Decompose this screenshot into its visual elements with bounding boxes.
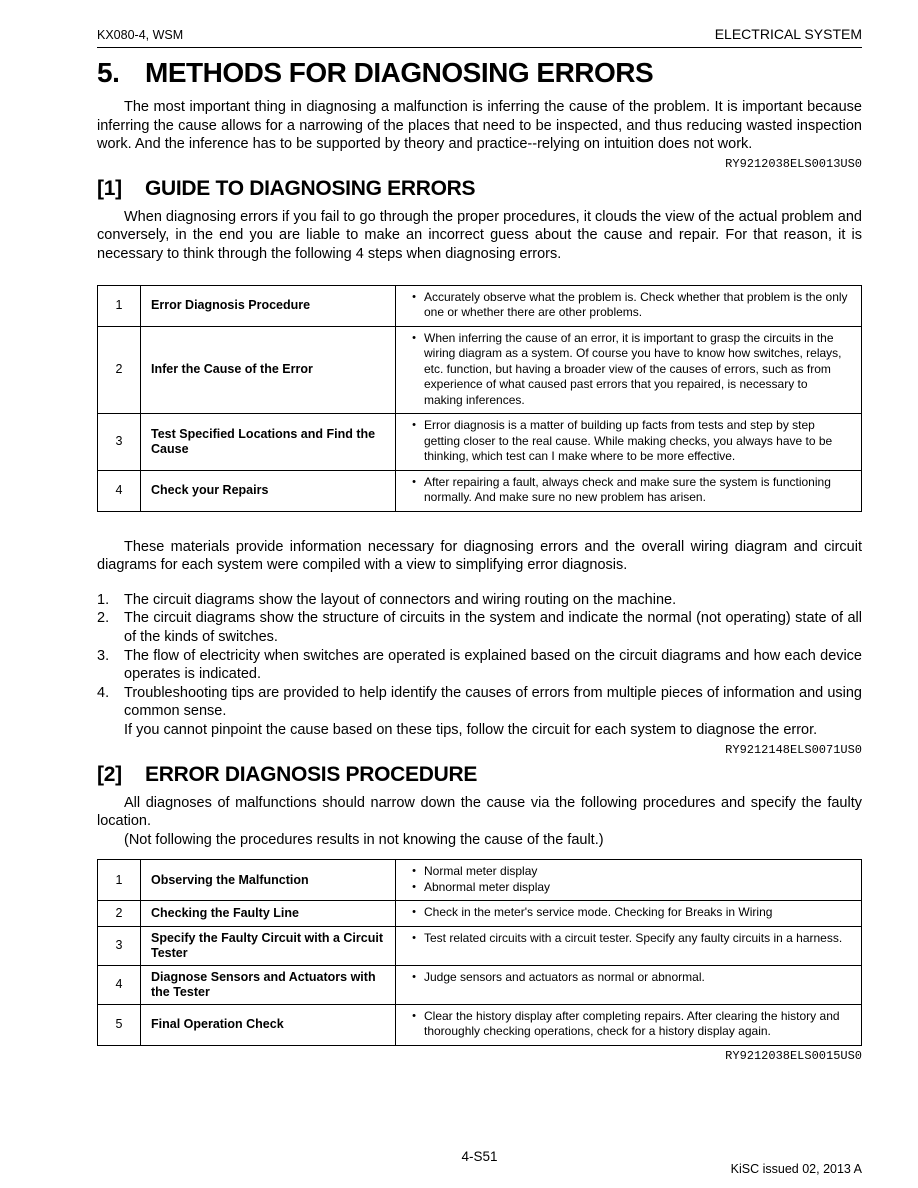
bullet-icon: • — [412, 290, 416, 303]
list-item — [97, 684, 862, 740]
row-description — [396, 926, 862, 965]
row-description — [396, 414, 862, 471]
section-2-title: ERROR DIAGNOSIS PROCEDURE — [145, 762, 478, 786]
bullet-item: • Accurately observe what the problem is. Check whether that problem is the only one or whether there are other problems. — [404, 290, 853, 321]
row-description — [396, 965, 862, 1004]
row-number: 4 — [98, 470, 141, 511]
bullet-icon: • — [412, 906, 416, 919]
bullet-item: • Test related circuits with a circuit tester. Specify any faulty circuits in a harness. — [404, 931, 853, 947]
section-2-number: [2] — [97, 762, 122, 786]
row-number: 2 — [98, 901, 141, 927]
row-description — [396, 901, 862, 927]
row-description — [396, 470, 862, 511]
header-section-label: ELECTRICAL SYSTEM — [714, 26, 862, 42]
row-description — [396, 326, 862, 414]
page-title-text: METHODS FOR DIAGNOSING ERRORS — [145, 57, 654, 88]
bullet-item: • When inferring the cause of an error, it is important to grasp the circuits in the wiring diagram as a system. Of course you have to know how switches, relays, etc. function, but having a broader view of the causes of errors, such as from experience of what caused past errors that you repaired, is necessary to making inferences. — [404, 331, 853, 409]
section-2-note: (Not following the procedures results in not knowing the cause of the fault.) — [124, 831, 604, 848]
reference-code: RY9212038ELS0015US0 — [725, 1048, 862, 1063]
reference-code: RY9212148ELS0071US0 — [725, 742, 862, 757]
section-2-heading — [97, 763, 862, 787]
page-title-number: 5. — [97, 57, 120, 88]
row-number: 1 — [98, 285, 141, 326]
row-description — [396, 1004, 862, 1045]
row-title: Specify the Faulty Circuit with a Circuit Tester — [141, 926, 396, 965]
bullet-icon: • — [412, 880, 416, 893]
list-item-number: 3. — [97, 647, 110, 664]
bullet-item: • Check in the meter's service mode. Checking for Breaks in Wiring — [404, 905, 853, 921]
bullet-icon: • — [412, 419, 416, 432]
bullet-icon: • — [412, 865, 416, 878]
footer-issued-note: KiSC issued 02, 2013 A — [730, 1162, 862, 1176]
table-row — [98, 860, 862, 901]
table-row — [98, 326, 862, 414]
list-item-text: Troubleshooting tips are provided to help identify the causes of errors from multiple pieces of information and using common sense. — [124, 684, 862, 720]
row-description — [396, 285, 862, 326]
row-number: 2 — [98, 326, 141, 414]
list-item: 2. The circuit diagrams show the structure of circuits in the system and indicate the normal (not operating) state of all of the kinds of switches. — [97, 610, 862, 645]
row-number: 5 — [98, 1004, 141, 1045]
row-title: Diagnose Sensors and Actuators with the Tester — [141, 965, 396, 1004]
page-header — [97, 26, 862, 48]
section-1-heading — [97, 177, 862, 201]
row-title: Error Diagnosis Procedure — [141, 285, 396, 326]
row-number: 3 — [98, 926, 141, 965]
list-item-continuation: If you cannot pinpoint the cause based on these tips, follow the circuit for each system to diagnose the error. — [124, 721, 818, 738]
bullet-item: • After repairing a fault, always check and make sure the system is functioning normally. And make sure no new problem has arisen. — [404, 475, 853, 506]
bullet-icon: • — [412, 475, 416, 488]
intro-paragraph: The most important thing in diagnosing a malfunction is inferring the cause of the problem. It is important because inferring the cause allows for a narrowing of the places that need to be inspected, and thus reducing wasted inspection work. And the inference has to be supported by theory and practice--relying on intuition does not work. — [97, 99, 862, 153]
table-row — [98, 965, 862, 1004]
row-title: Check your Repairs — [141, 470, 396, 511]
row-title: Test Specified Locations and Find the Cause — [141, 414, 396, 471]
bullet-item: • Judge sensors and actuators as normal or abnormal. — [404, 970, 853, 986]
table-row — [98, 901, 862, 927]
table-row — [98, 1004, 862, 1045]
bullet-item: • Normal meter display — [404, 864, 853, 880]
list-item: 1. The circuit diagrams show the layout of connectors and wiring routing on the machine. — [97, 591, 677, 608]
row-number: 4 — [98, 965, 141, 1004]
bullet-item: • Clear the history display after completing repairs. After clearing the history and thoroughly checking operations, check for a history display again. — [404, 1009, 853, 1040]
numbered-list — [97, 591, 862, 740]
section-1-intro: When diagnosing errors if you fail to go through the proper procedures, it clouds the view of the actual problem and conversely, in the end you are liable to make an incorrect guess about the cause and repair. For that reason, it is necessary to think through the following 4 steps when diagnosing errors. — [97, 208, 862, 262]
bullet-icon: • — [412, 331, 416, 344]
list-item-number: 1. — [97, 591, 110, 608]
row-number: 3 — [98, 414, 141, 471]
section-2-intro: All diagnoses of malfunctions should narrow down the cause via the following procedures and specify the faulty location. — [97, 794, 862, 830]
section-1-number: [1] — [97, 176, 122, 200]
materials-paragraph: These materials provide information necessary for diagnosing errors and the overall wiring diagram and circuit diagrams for each system were compiled with a view to simplifying error diagnosis. — [97, 538, 862, 574]
bullet-icon: • — [412, 970, 416, 983]
table-row — [98, 414, 862, 471]
bullet-item: • Abnormal meter display — [404, 880, 853, 896]
bullet-icon: • — [412, 1009, 416, 1022]
bullet-item: • Error diagnosis is a matter of building up facts from tests and step by step getting closer to the real cause. While making checks, you always have to be thinking, which test can I make where to be more effective. — [404, 418, 853, 465]
reference-code: RY9212038ELS0013US0 — [725, 156, 862, 171]
row-title: Observing the Malfunction — [141, 860, 396, 901]
row-title: Checking the Faulty Line — [141, 901, 396, 927]
list-item-number: 2. — [97, 610, 110, 627]
footer-page-number: 4-S51 — [461, 1149, 498, 1164]
page-title — [97, 57, 862, 89]
row-title: Infer the Cause of the Error — [141, 326, 396, 414]
row-description — [396, 860, 862, 901]
list-item: 3. The flow of electricity when switches are operated is explained based on the circuit diagrams and how each device operates is indicated. — [97, 647, 862, 683]
table-row — [98, 285, 862, 326]
diagnosis-steps-table — [97, 285, 862, 512]
header-model-label: KX080-4, WSM — [97, 28, 184, 42]
table-row — [98, 926, 862, 965]
list-item-number: 4. — [97, 684, 110, 701]
bullet-icon: • — [412, 931, 416, 944]
error-procedure-table — [97, 859, 862, 1046]
section-1-title: GUIDE TO DIAGNOSING ERRORS — [145, 176, 476, 200]
row-number: 1 — [98, 860, 141, 901]
row-title: Final Operation Check — [141, 1004, 396, 1045]
table-row — [98, 470, 862, 511]
